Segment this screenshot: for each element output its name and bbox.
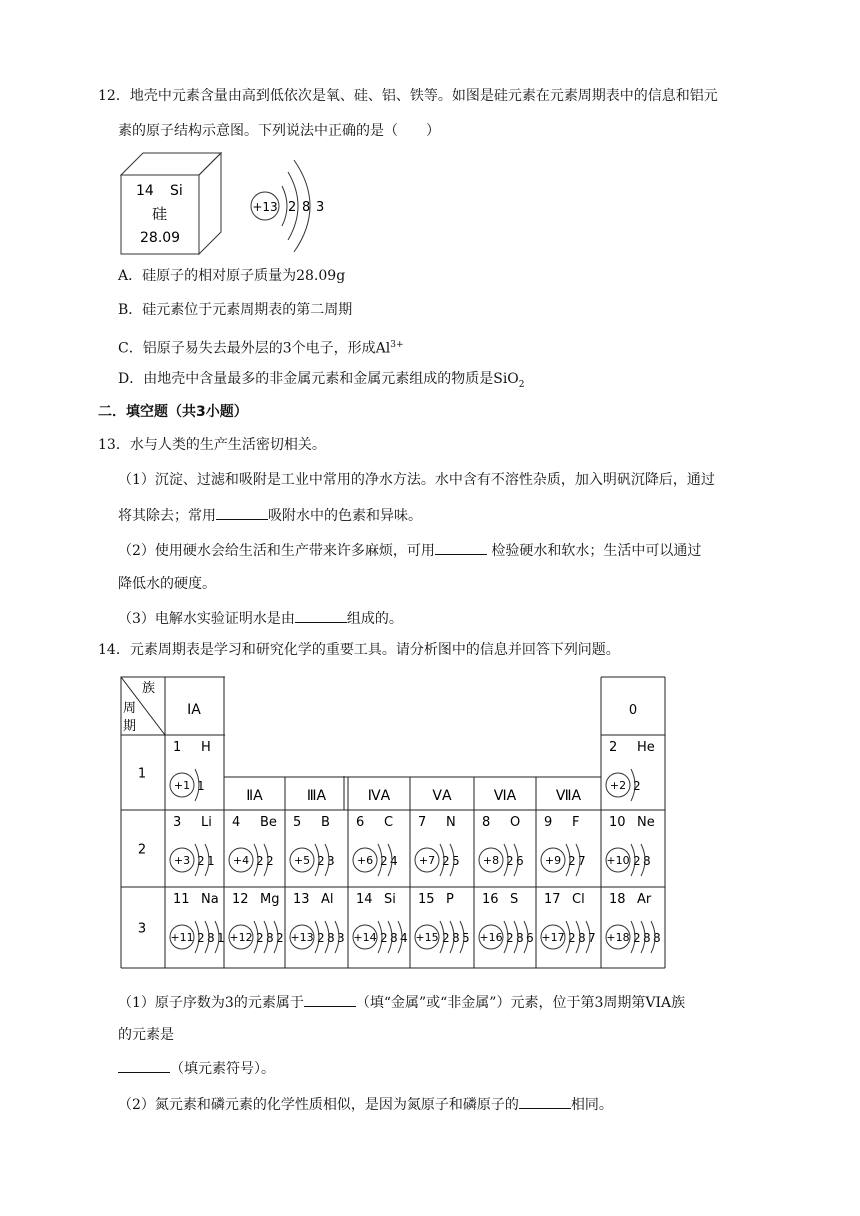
element-number: 15 <box>418 892 435 907</box>
nucleus-charge: +4 <box>232 854 250 867</box>
shell-electrons: 1 <box>197 779 205 793</box>
shell-electrons: 2 <box>506 931 514 945</box>
si-tile-symbol: Si <box>170 183 183 199</box>
shell-electrons: 4 <box>390 854 398 868</box>
answer-blank[interactable] <box>519 1094 571 1109</box>
q13-p2-line2: 降低水的硬度。 <box>118 576 216 592</box>
q12-option-b: B．硅元素位于元素周期表的第二周期 <box>118 302 353 318</box>
nucleus-charge: +18 <box>606 931 630 944</box>
element-symbol: Ne <box>637 815 655 830</box>
element-number: 17 <box>544 892 561 907</box>
element-number: 8 <box>482 815 491 830</box>
shell-electrons: 1 <box>217 931 225 945</box>
element-number: 4 <box>232 815 241 830</box>
group-label-3: ⅢA <box>306 788 327 804</box>
nucleus-charge: +17 <box>541 931 565 944</box>
shell-electrons: 7 <box>578 854 586 868</box>
q14-p2: （2）氮元素和磷元素的化学性质相似，是因为氮原子和磷原子的 相同。 <box>118 1094 613 1115</box>
nucleus-charge: +15 <box>415 931 439 944</box>
shell-electrons: 8 <box>452 931 460 945</box>
group-label-4: ⅣA <box>367 788 391 804</box>
element-number: 1 <box>173 740 182 755</box>
shell-electrons: 3 <box>327 854 335 868</box>
shell-electrons: 1 <box>207 854 215 868</box>
element-symbol: Li <box>201 815 212 830</box>
element-number: 11 <box>173 892 190 907</box>
q12-option-a: A．硅原子的相对原子质量为28.09g <box>118 268 346 284</box>
group-label-6: ⅥA <box>493 788 517 804</box>
element-number: 18 <box>609 892 626 907</box>
group-label-IA: ⅠA <box>187 702 201 718</box>
group-label-0: 0 <box>628 703 638 718</box>
shell-electrons: 2 <box>442 854 450 868</box>
element-symbol: S <box>510 892 519 907</box>
element-symbol: Cl <box>572 892 585 907</box>
element-symbol: F <box>572 815 580 830</box>
nucleus-charge: +2 <box>609 779 627 792</box>
q13-p3: （3）电解水实验证明水是由 组成的。 <box>118 608 403 629</box>
shell-electrons: 6 <box>516 854 524 868</box>
q13-p1-line2: 将其除去；常用 吸附水中的色素和异味。 <box>118 505 422 526</box>
shell-electrons: 2 <box>276 931 284 945</box>
shell-electrons: 2 <box>266 854 274 868</box>
shell-electrons: 8 <box>643 854 651 868</box>
answer-blank[interactable] <box>435 540 487 555</box>
q13-p1-line1: （1）沉淀、过滤和吸附是工业中常用的净水方法。水中含有不溶性杂质，加入明矾沉降后，通过 <box>118 472 715 488</box>
nucleus-charge: +13 <box>290 931 314 944</box>
element-number: 3 <box>173 815 182 830</box>
element-number: 5 <box>293 815 302 830</box>
shell-electrons: 2 <box>256 931 264 945</box>
q14-p1-line2: 的元素是 <box>118 1027 174 1043</box>
answer-blank[interactable] <box>118 1058 170 1073</box>
si-tile-number: 14 <box>136 183 154 199</box>
q12-line2: 素的原子结构示意图。下列说法中正确的是（ ） <box>118 123 440 139</box>
shell-electrons: 2 <box>506 854 514 868</box>
al-nucleus: +13 <box>252 200 278 214</box>
nucleus-charge: +1 <box>173 779 191 792</box>
shell-electrons: 2 <box>633 779 641 793</box>
element-symbol: Al <box>321 892 334 907</box>
nucleus-charge: +7 <box>418 854 436 867</box>
shell-electrons: 2 <box>442 931 450 945</box>
shell-electrons: 5 <box>452 854 460 868</box>
si-element-tile <box>118 150 224 256</box>
element-symbol: P <box>446 892 454 907</box>
q14-stem: 14．元素周期表是学习和研究化学的重要工具。请分析图中的信息并回答下列问题。 <box>98 642 620 658</box>
element-number: 16 <box>482 892 499 907</box>
q14-p1-line3: （填元素符号）。 <box>118 1058 275 1079</box>
nucleus-charge: +10 <box>606 854 630 867</box>
answer-blank[interactable] <box>295 608 347 623</box>
shell-electrons: 2 <box>197 854 205 868</box>
q14-p1-line1: （1）原子序数为3的元素属于 （填“金属”或“非金属”）元素，位于第3周期第VIA族 <box>118 992 685 1013</box>
element-symbol: Be <box>260 815 277 830</box>
nucleus-charge: +8 <box>482 854 500 867</box>
al-shell-2: 8 <box>302 200 311 215</box>
period-label-3: 3 <box>137 921 147 937</box>
shell-electrons: 8 <box>390 931 398 945</box>
element-symbol: Mg <box>260 892 280 907</box>
al-shell-3: 3 <box>316 200 325 215</box>
shell-electrons: 8 <box>653 931 661 945</box>
table-gap <box>225 676 600 776</box>
al-shell-1: 2 <box>288 200 297 215</box>
element-symbol: O <box>510 815 521 830</box>
group-label-7: ⅦA <box>555 788 582 804</box>
q12-option-d: D．由地壳中含量最多的非金属元素和金属元素组成的物质是SiO$_2$ <box>118 371 525 390</box>
element-symbol: Si <box>384 892 396 907</box>
table-header-period: 周 <box>123 701 137 716</box>
shell-electrons: 2 <box>568 854 576 868</box>
period-label-1: 1 <box>137 766 147 782</box>
nucleus-charge: +6 <box>356 854 374 867</box>
shell-electrons: 8 <box>266 931 274 945</box>
group-label-2: ⅡA <box>246 788 263 804</box>
si-tile-mass: 28.09 <box>140 230 181 246</box>
element-number: 14 <box>356 892 373 907</box>
element-symbol: C <box>384 815 394 830</box>
answer-blank[interactable] <box>216 505 268 520</box>
element-number: 10 <box>609 815 626 830</box>
shell-electrons: 2 <box>197 931 205 945</box>
nucleus-charge: +14 <box>353 931 377 944</box>
table-header-group: 族 <box>142 681 156 696</box>
element-symbol: B <box>321 815 330 830</box>
si-tile-name: 硅 <box>152 205 168 223</box>
shell-electrons: 2 <box>568 931 576 945</box>
shell-electrons: 8 <box>643 931 651 945</box>
shell-electrons: 8 <box>578 931 586 945</box>
element-number: 7 <box>418 815 427 830</box>
element-symbol: N <box>446 815 456 830</box>
nucleus-charge: +12 <box>229 931 253 944</box>
shell-electrons: 8 <box>207 931 215 945</box>
nucleus-charge: +16 <box>479 931 503 944</box>
shell-electrons: 2 <box>633 854 641 868</box>
element-number: 13 <box>293 892 310 907</box>
answer-blank[interactable] <box>304 992 356 1007</box>
element-symbol: He <box>637 740 655 755</box>
period-label-2: 2 <box>137 842 147 858</box>
shell-electrons: 8 <box>516 931 524 945</box>
shell-electrons: 2 <box>380 931 388 945</box>
element-symbol: Na <box>201 892 219 907</box>
section-heading: 二．填空题（共3小题） <box>98 404 248 420</box>
shell-electrons: 2 <box>256 854 264 868</box>
shell-electrons: 2 <box>633 931 641 945</box>
shell-electrons: 3 <box>337 931 345 945</box>
element-symbol: H <box>201 740 211 755</box>
element-number: 9 <box>544 815 553 830</box>
element-number: 6 <box>356 815 365 830</box>
shell-electrons: 7 <box>588 931 596 945</box>
nucleus-charge: +5 <box>293 854 311 867</box>
shell-electrons: 2 <box>317 931 325 945</box>
shell-electrons: 4 <box>400 931 408 945</box>
shell-electrons: 2 <box>380 854 388 868</box>
shell-electrons: 2 <box>317 854 325 868</box>
element-number: 12 <box>232 892 249 907</box>
nucleus-charge: +9 <box>544 854 562 867</box>
group-label-5: ⅤA <box>432 788 452 804</box>
nucleus-charge: +11 <box>170 931 194 944</box>
q12-option-c: C．铝原子易失去最外层的3个电子，形成$Al^{3+}$ <box>118 340 404 357</box>
shell-electrons: 6 <box>526 931 534 945</box>
q13-stem: 13．水与人类的生产生活密切相关。 <box>98 437 326 453</box>
nucleus-charge: +3 <box>173 854 191 867</box>
shell-electrons: 5 <box>462 931 470 945</box>
element-number: 2 <box>609 740 618 755</box>
al-atomic-structure <box>248 150 330 256</box>
table-header-period: 期 <box>123 719 137 734</box>
shell-electrons: 8 <box>327 931 335 945</box>
element-symbol: Ar <box>637 892 652 907</box>
q12-line1: 12．地壳中元素含量由高到低依次是氧、硅、铝、铁等。如图是硅元素在元素周期表中的信息和铝元 <box>98 88 718 104</box>
q13-p2-line1: （2）使用硬水会给生活和生产带来许多麻烦，可用 检验硬水和软水；生活中可以通过 <box>118 540 701 561</box>
